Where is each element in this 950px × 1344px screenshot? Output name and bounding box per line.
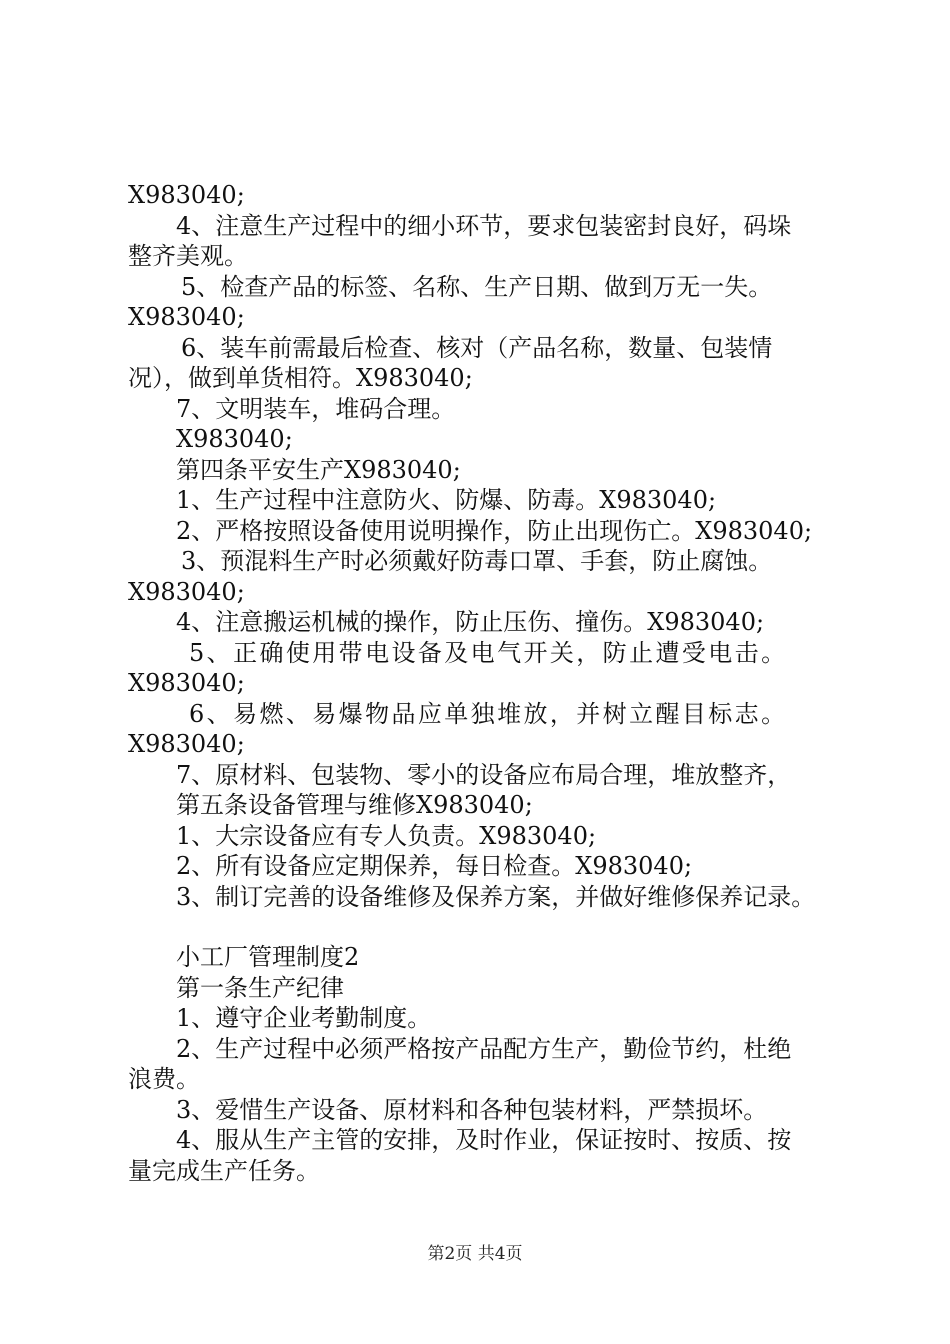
- text-line: 2、所有设备应定期保养，每日检查。X983040;: [176, 852, 693, 880]
- text-line: 整齐美观。: [128, 242, 248, 270]
- text-line: 5、正确使用带电设备及电气开关，防止遭受电击。: [189, 639, 788, 667]
- text-line: 7、文明装车，堆码合理。: [176, 395, 456, 423]
- text-line: 量完成生产任务。: [128, 1157, 320, 1185]
- text-line: 3、预混料生产时必须戴好防毒口罩、手套，防止腐蚀。: [181, 547, 773, 575]
- text-line: X983040;: [128, 181, 245, 209]
- section-heading: 第五条设备管理与维修X983040;: [176, 791, 533, 819]
- text-line: 1、生产过程中注意防火、防爆、防毒。X983040;: [176, 486, 717, 514]
- text-line: 4、注意搬运机械的操作，防止压伤、撞伤。X983040;: [176, 608, 765, 636]
- text-line: 6、装车前需最后检查、核对（产品名称，数量、包装情: [181, 334, 773, 362]
- text-line: X983040;: [128, 578, 245, 606]
- text-line: 况），做到单货相符。X983040;: [128, 364, 473, 392]
- text-line: 3、制订完善的设备维修及保养方案，并做好维修保养记录。: [176, 883, 816, 911]
- text-line: 浪费。: [128, 1065, 200, 1093]
- text-line: 5、检查产品的标签、名称、生产日期、做到万无一失。: [181, 273, 773, 301]
- text-line: 1、遵守企业考勤制度。: [176, 1004, 432, 1032]
- text-line: 4、注意生产过程中的细小环节，要求包装密封良好，码垛: [176, 212, 792, 240]
- text-line: X983040;: [128, 303, 245, 331]
- page-footer: 第2页 共4页: [427, 1244, 523, 1264]
- text-line: 2、生产过程中必须严格按产品配方生产，勤俭节约，杜绝: [176, 1035, 792, 1063]
- text-line: 4、服从生产主管的安排，及时作业，保证按时、按质、按: [176, 1126, 792, 1154]
- text-line: 6、易燃、易爆物品应单独堆放，并树立醒目标志。: [189, 700, 788, 728]
- text-line: X983040;: [176, 425, 293, 453]
- text-line: 1、大宗设备应有专人负责。X983040;: [176, 822, 597, 850]
- text-line: 7、原材料、包装物、零小的设备应布局合理，堆放整齐，: [176, 761, 792, 789]
- text-line: 3、爱惜生产设备、原材料和各种包装材料，严禁损坏。: [176, 1096, 768, 1124]
- section-heading: 第四条平安生产X983040;: [176, 456, 461, 484]
- document-title: 小工厂管理制度2: [176, 943, 360, 971]
- section-heading: 第一条生产纪律: [176, 974, 344, 1002]
- text-line: X983040;: [128, 669, 245, 697]
- text-line: X983040;: [128, 730, 245, 758]
- text-line: 2、严格按照设备使用说明操作，防止出现伤亡。X983040;: [176, 517, 813, 545]
